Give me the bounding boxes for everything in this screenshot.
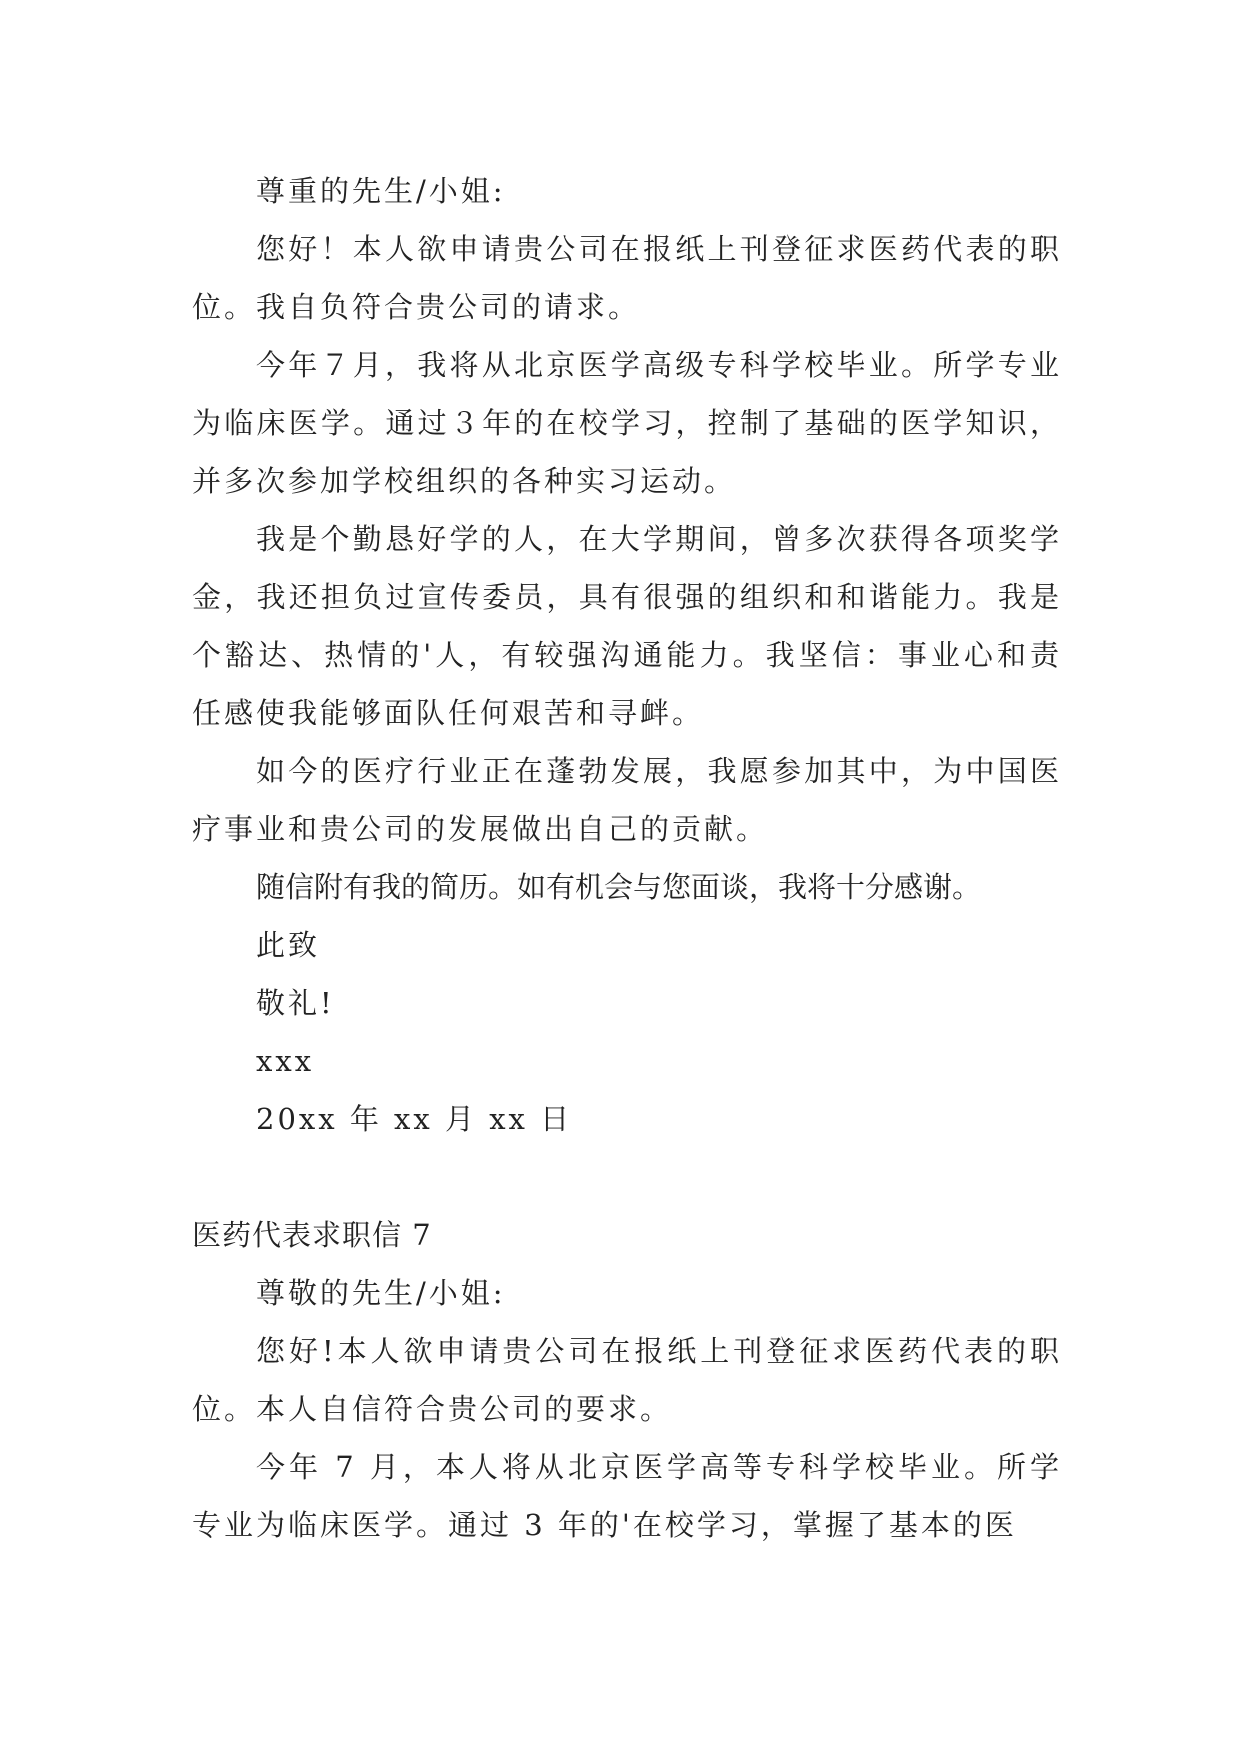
section-gap: [192, 1148, 1062, 1206]
document-body: [192, 162, 1062, 1554]
letter1-paragraph-5: 随信附有我的简历。如有机会与您面谈，我将十分感谢。: [256, 870, 982, 904]
letter2-paragraph-1: 您好!本人欲申请贵公司在报纸上刊登征求医药代表的职位。本人自信符合贵公司的要求。: [192, 1334, 1062, 1426]
letter1-paragraph-4: 如今的医疗行业正在蓬勃发展，我愿参加其中，为中国医疗事业和贵公司的发展做出自己的贡献。: [192, 754, 1062, 846]
letter1-closing: 此致: [256, 928, 321, 962]
letter2-salutation: 尊敬的先生/小姐:: [256, 1276, 506, 1310]
letter1-salutation: 尊重的先生/小姐:: [256, 174, 506, 208]
letter1-signature: xxx: [256, 1044, 315, 1078]
letter1-paragraph-1: 您好！本人欲申请贵公司在报纸上刊登征求医药代表的职位。我自负符合贵公司的请求。: [192, 232, 1062, 324]
letter2-title: 医药代表求职信 7: [192, 1218, 432, 1252]
letter1-date: 20xx 年 xx 月 xx 日: [256, 1102, 573, 1136]
letter2-paragraph-2: 今年 7 月，本人将从北京医学高等专科学校毕业。所学专业为临床医学。通过 3 年的'在校学习，掌握了基本的医: [192, 1450, 1062, 1542]
letter1-paragraph-2: 今年７月，我将从北京医学高级专科学校毕业。所学专业为临床医学。通过３年的在校学习，控制了基础的医学知识，并多次参加学校组织的各种实习运动。: [192, 348, 1062, 498]
letter1-regards: 敬礼!: [256, 986, 335, 1020]
letter1-paragraph-3: 我是个勤恳好学的人，在大学期间，曾多次获得各项奖学金，我还担负过宣传委员，具有很强的组织和和谐能力。我是个豁达、热情的'人，有较强沟通能力。我坚信：事业心和责任感使我能够面队任何艰苦和寻衅。: [192, 522, 1062, 730]
